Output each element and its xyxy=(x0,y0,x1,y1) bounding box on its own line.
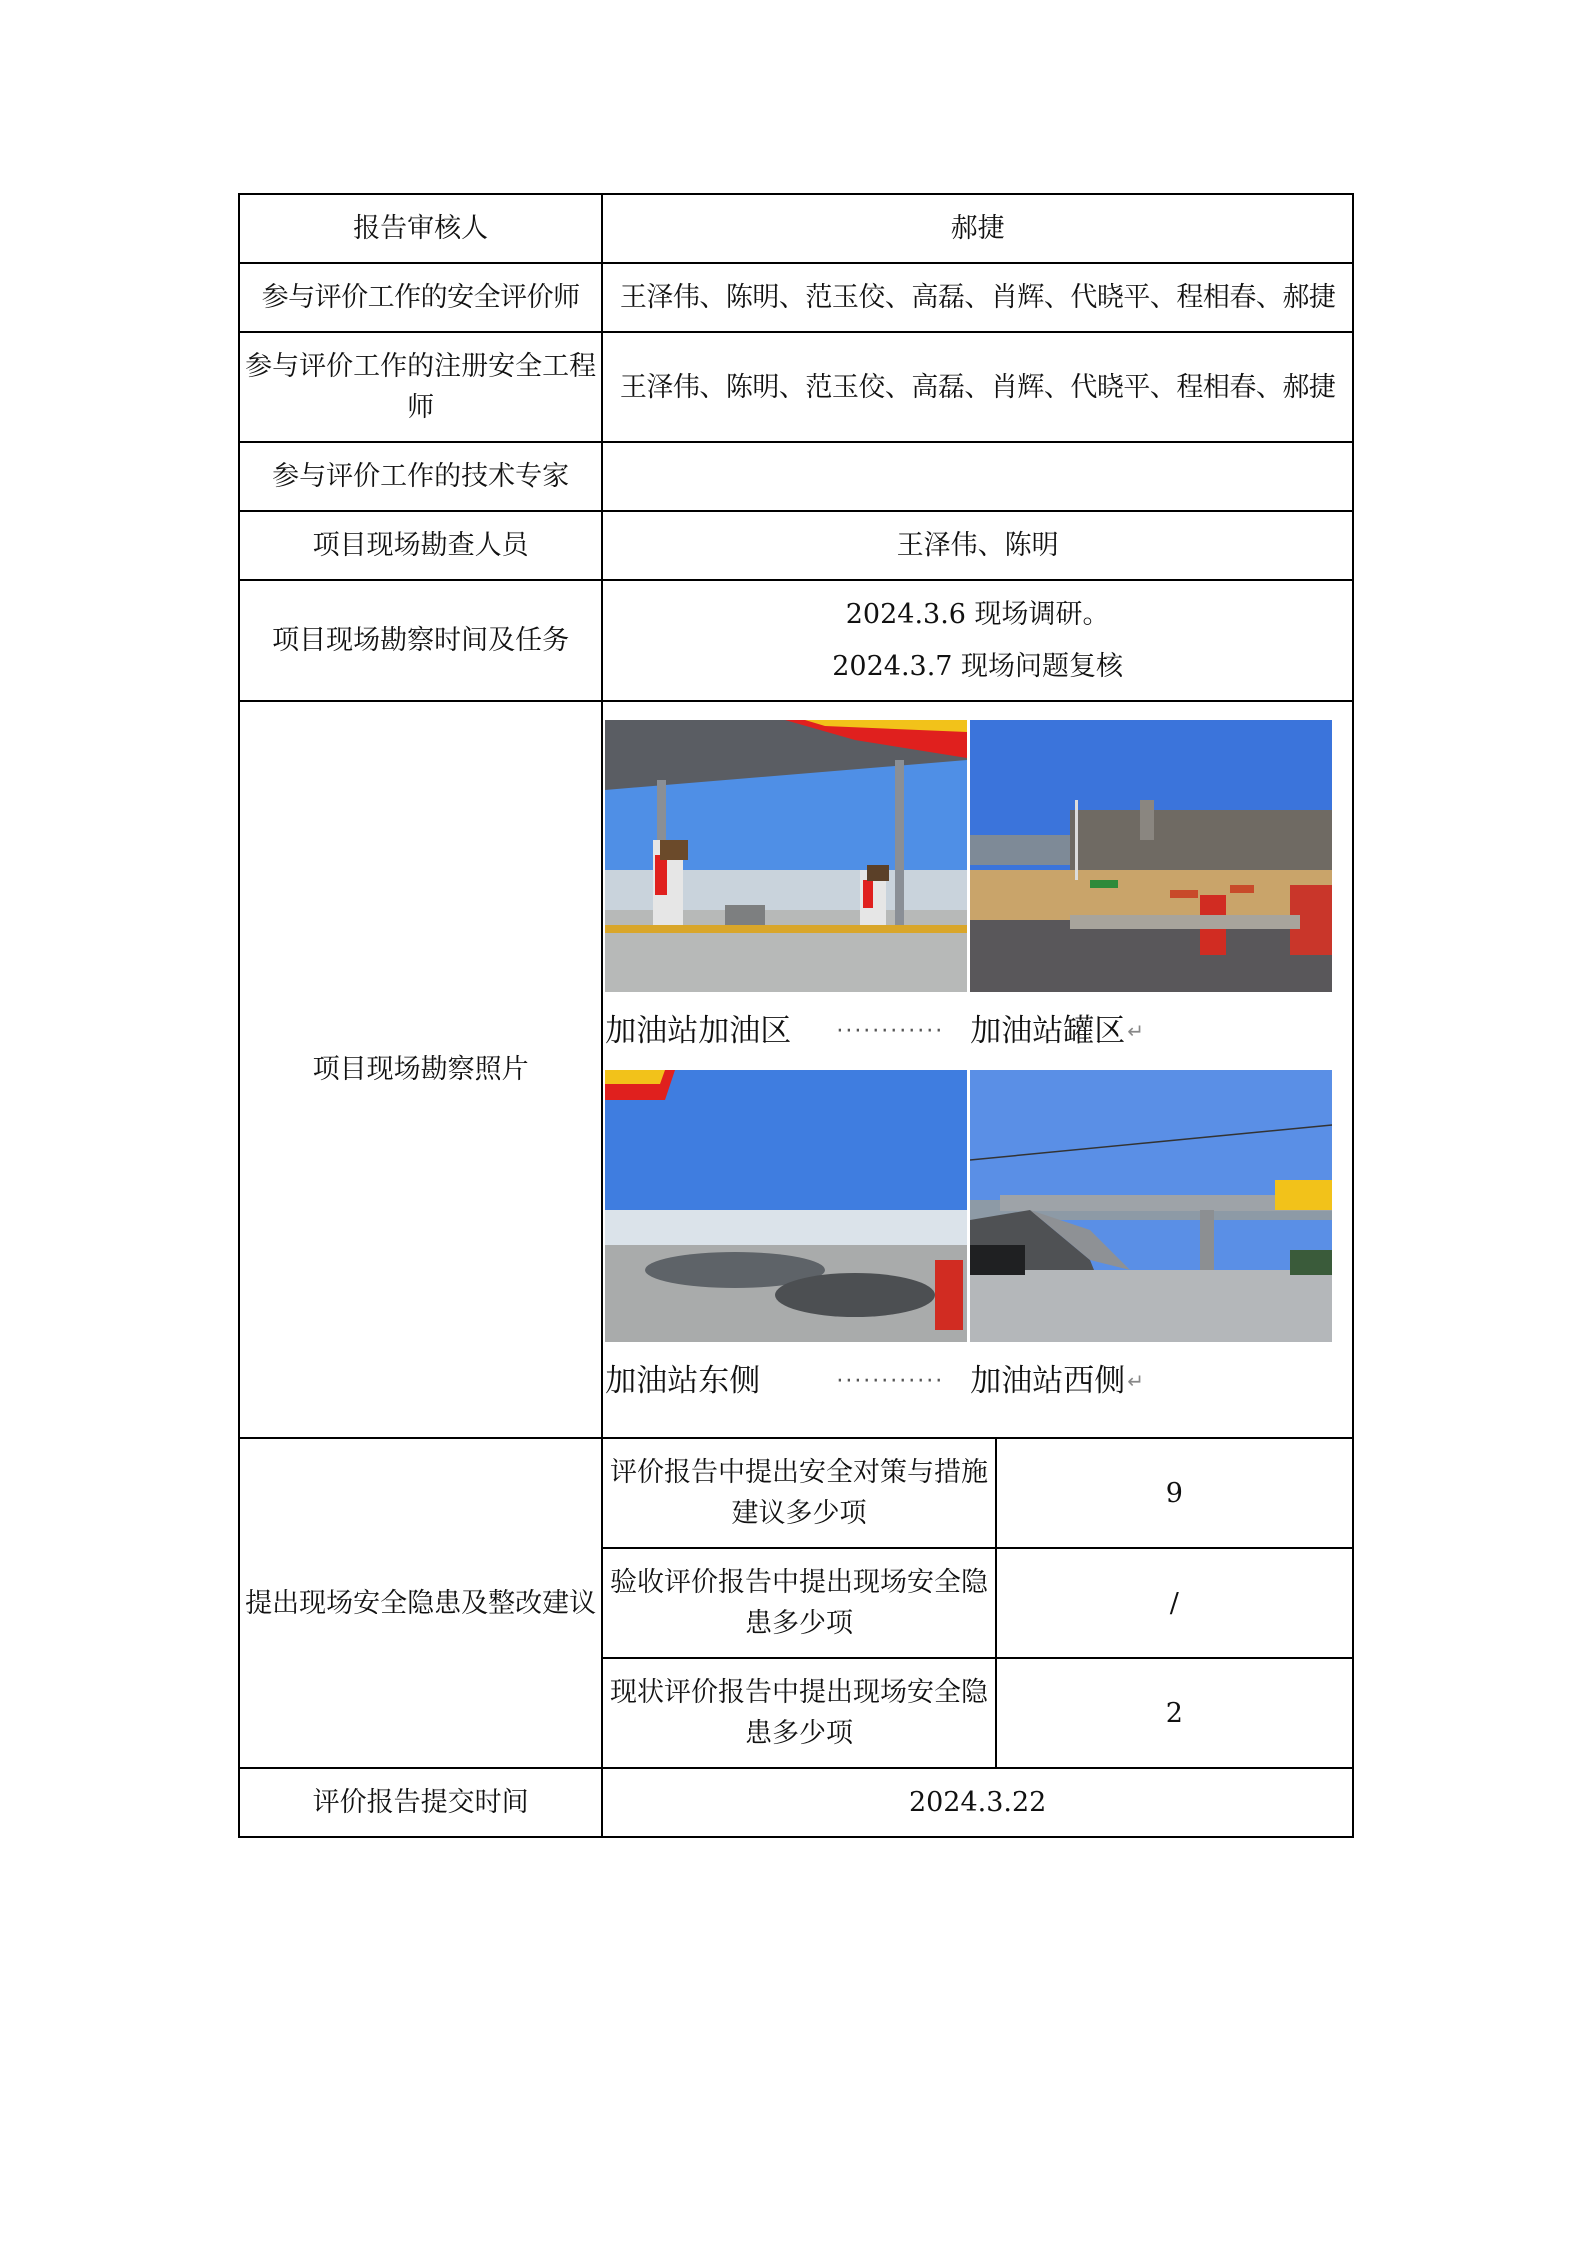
table-row xyxy=(239,263,1353,332)
photo-east-side-image xyxy=(605,1070,967,1342)
caption-east-side: 加油站东侧 xyxy=(605,1362,761,1399)
photo-west-side xyxy=(970,1070,1332,1342)
table-row xyxy=(239,511,1353,580)
surveyors-label: 项目现场勘查人员 xyxy=(239,511,602,580)
table-row xyxy=(239,442,1353,511)
experts-label: 参与评价工作的技术专家 xyxy=(239,442,602,511)
engineers-label: 参与评价工作的注册安全工程师 xyxy=(239,332,602,442)
photo-grid xyxy=(605,720,1335,1420)
caption-row xyxy=(605,992,1335,1070)
caption-tank-area: 加油站罐区 xyxy=(970,1012,1126,1049)
hazards-label: 提出现场安全隐患及整改建议 xyxy=(239,1438,602,1768)
hazards-value-2: / xyxy=(996,1548,1353,1658)
photo-fueling-area-image xyxy=(605,720,967,992)
table-row xyxy=(239,580,1353,701)
return-mark-icon: ↵ xyxy=(1127,1368,1145,1393)
photos-label: 项目现场勘察照片 xyxy=(239,701,602,1438)
surveyors-value: 王泽伟、陈明 xyxy=(602,511,1353,580)
experts-value xyxy=(602,442,1353,511)
engineers-value: 王泽伟、陈明、范玉佼、高磊、肖辉、代晓平、程相春、郝捷 xyxy=(602,332,1353,442)
return-mark-icon: ↵ xyxy=(1127,1018,1145,1043)
table-row xyxy=(239,1438,1353,1548)
caption-dots: ············ xyxy=(836,1368,945,1394)
table-row xyxy=(239,332,1353,442)
survey-time-label: 项目现场勘察时间及任务 xyxy=(239,580,602,701)
hazards-value-3: 2 xyxy=(996,1658,1353,1768)
hazards-question-1: 评价报告中提出安全对策与措施建议多少项 xyxy=(602,1438,995,1548)
photo-row xyxy=(605,720,1335,992)
table-row xyxy=(239,194,1353,263)
reviewer-label: 报告审核人 xyxy=(239,194,602,263)
reviewer-value: 郝捷 xyxy=(602,194,1353,263)
survey-time-value xyxy=(602,580,1353,701)
photo-row xyxy=(605,1070,1335,1342)
caption-dots: ············ xyxy=(836,1018,945,1044)
hazards-question-2: 验收评价报告中提出现场安全隐患多少项 xyxy=(602,1548,995,1658)
survey-time-line-1: 2024.3.6 现场调研。 xyxy=(845,598,1110,630)
photo-tank-area xyxy=(970,720,1332,992)
evaluators-value: 王泽伟、陈明、范玉佼、高磊、肖辉、代晓平、程相春、郝捷 xyxy=(602,263,1353,332)
photo-tank-area-image xyxy=(970,720,1332,992)
caption-west-side: 加油站西侧 xyxy=(970,1362,1126,1399)
hazards-question-3: 现状评价报告中提出现场安全隐患多少项 xyxy=(602,1658,995,1768)
report-info-table xyxy=(238,193,1354,1838)
survey-time-line-2: 2024.3.7 现场问题复核 xyxy=(832,650,1124,682)
photos-cell xyxy=(602,701,1353,1438)
table-row xyxy=(239,701,1353,1438)
submit-value: 2024.3.22 xyxy=(602,1768,1353,1837)
photo-fueling-area xyxy=(605,720,967,992)
evaluators-label: 参与评价工作的安全评价师 xyxy=(239,263,602,332)
submit-label: 评价报告提交时间 xyxy=(239,1768,602,1837)
caption-fueling-area: 加油站加油区 xyxy=(605,1012,792,1049)
photo-east-side xyxy=(605,1070,967,1342)
hazards-value-1: 9 xyxy=(996,1438,1353,1548)
photo-west-side-image xyxy=(970,1070,1332,1342)
table-row xyxy=(239,1768,1353,1837)
caption-row xyxy=(605,1342,1335,1420)
